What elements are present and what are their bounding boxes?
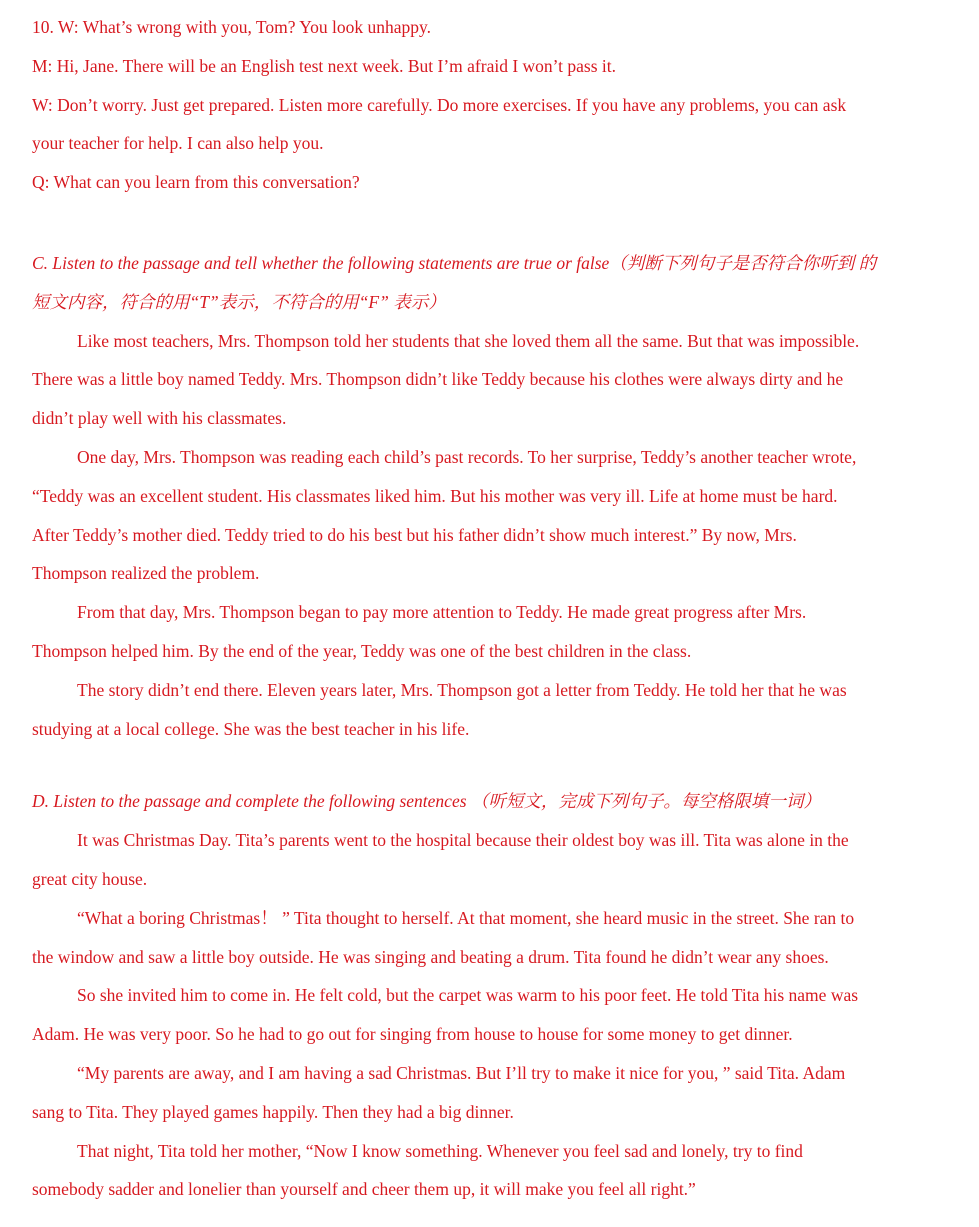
passage-line: sang to Tita. They played games happily. Then they had a big dinner. <box>32 1101 514 1122</box>
passage-line: The story didn’t end there. Eleven years later, Mrs. Thompson got a letter from Teddy. He told her that he was <box>77 679 847 700</box>
dialogue-question: Q: What can you learn from this conversation? <box>32 172 360 193</box>
passage-line: didn’t play well with his classmates. <box>32 408 287 429</box>
dialogue-line: 10. W: What’s wrong with you, Tom? You look unhappy. <box>32 17 432 37</box>
passage-line: somebody sadder and lonelier than yourself and cheer them up, it will make you feel all right.” <box>32 1179 696 1200</box>
section-c-heading-cont: 短文内容，符合的用“T”表示，不符合的用“F” 表示） <box>32 291 446 312</box>
section-d-heading: D. Listen to the passage and complete the following sentences （听短文，完成下列句子。每空格限填一词） <box>32 791 821 812</box>
passage-line: That night, Tita told her mother, “Now I know something. Whenever you feel sad and lonely, try to find <box>77 1140 803 1161</box>
dialogue-line: your teacher for help. I can also help you. <box>32 133 324 154</box>
dialogue-line: W: Don’t worry. Just get prepared. Listen more carefully. Do more exercises. If you have any problems, you can ask <box>32 94 847 115</box>
passage-line: “Teddy was an excellent student. His classmates liked him. But his mother was very ill. Life at home must be hard. <box>32 485 838 506</box>
passage-line: Like most teachers, Mrs. Thompson told her students that she loved them all the same. But that was impossible. <box>77 330 860 351</box>
passage-line: Adam. He was very poor. So he had to go out for singing from house to house for some money to get dinner. <box>32 1024 793 1045</box>
passage-line: “What a boring Christmas！ ” Tita thought to herself. At that moment, she heard music in the street. She ran to <box>77 907 855 928</box>
passage-line: great city house. <box>32 868 148 889</box>
passage-line: “My parents are away, and I am having a sad Christmas. But I’ll try to make it nice for you, ” said Tita. Adam <box>77 1062 846 1083</box>
passage-line: studying at a local college. She was the best teacher in his life. <box>32 718 470 739</box>
dialogue-line: M: Hi, Jane. There will be an English test next week. But I’m afraid I won’t pass it. <box>32 55 617 76</box>
section-c-heading: C. Listen to the passage and tell whether the following statements are true or false（判断下列句子是否符合你听到 的 <box>32 252 877 273</box>
passage-line: There was a little boy named Teddy. Mrs. Thompson didn’t like Teddy because his clothes were always dirty and he <box>32 369 844 390</box>
section-c <box>32 244 952 748</box>
document-page <box>32 8 952 1209</box>
section-d <box>32 782 952 1209</box>
passage-line: Thompson realized the problem. <box>32 563 260 584</box>
passage-line: After Teddy’s mother died. Teddy tried to do his best but his father didn’t show much interest.” By now, Mrs. <box>32 524 797 545</box>
passage-line: One day, Mrs. Thompson was reading each child’s past records. To her surprise, Teddy’s another teacher wrote, <box>77 446 857 467</box>
passage-line: So she invited him to come in. He felt cold, but the carpet was warm to his poor feet. He told Tita his name was <box>77 985 859 1006</box>
passage-line: It was Christmas Day. Tita’s parents went to the hospital because their oldest boy was ill. Tita was alone in the <box>77 830 849 851</box>
passage-line: the window and saw a little boy outside. He was singing and beating a drum. Tita found he didn’t wear any shoes. <box>32 946 829 967</box>
passage-line: Thompson helped him. By the end of the year, Teddy was one of the best children in the class. <box>32 640 692 661</box>
passage-line: From that day, Mrs. Thompson began to pay more attention to Teddy. He made great progress after Mrs. <box>77 602 807 623</box>
section-b-tail <box>32 8 952 202</box>
